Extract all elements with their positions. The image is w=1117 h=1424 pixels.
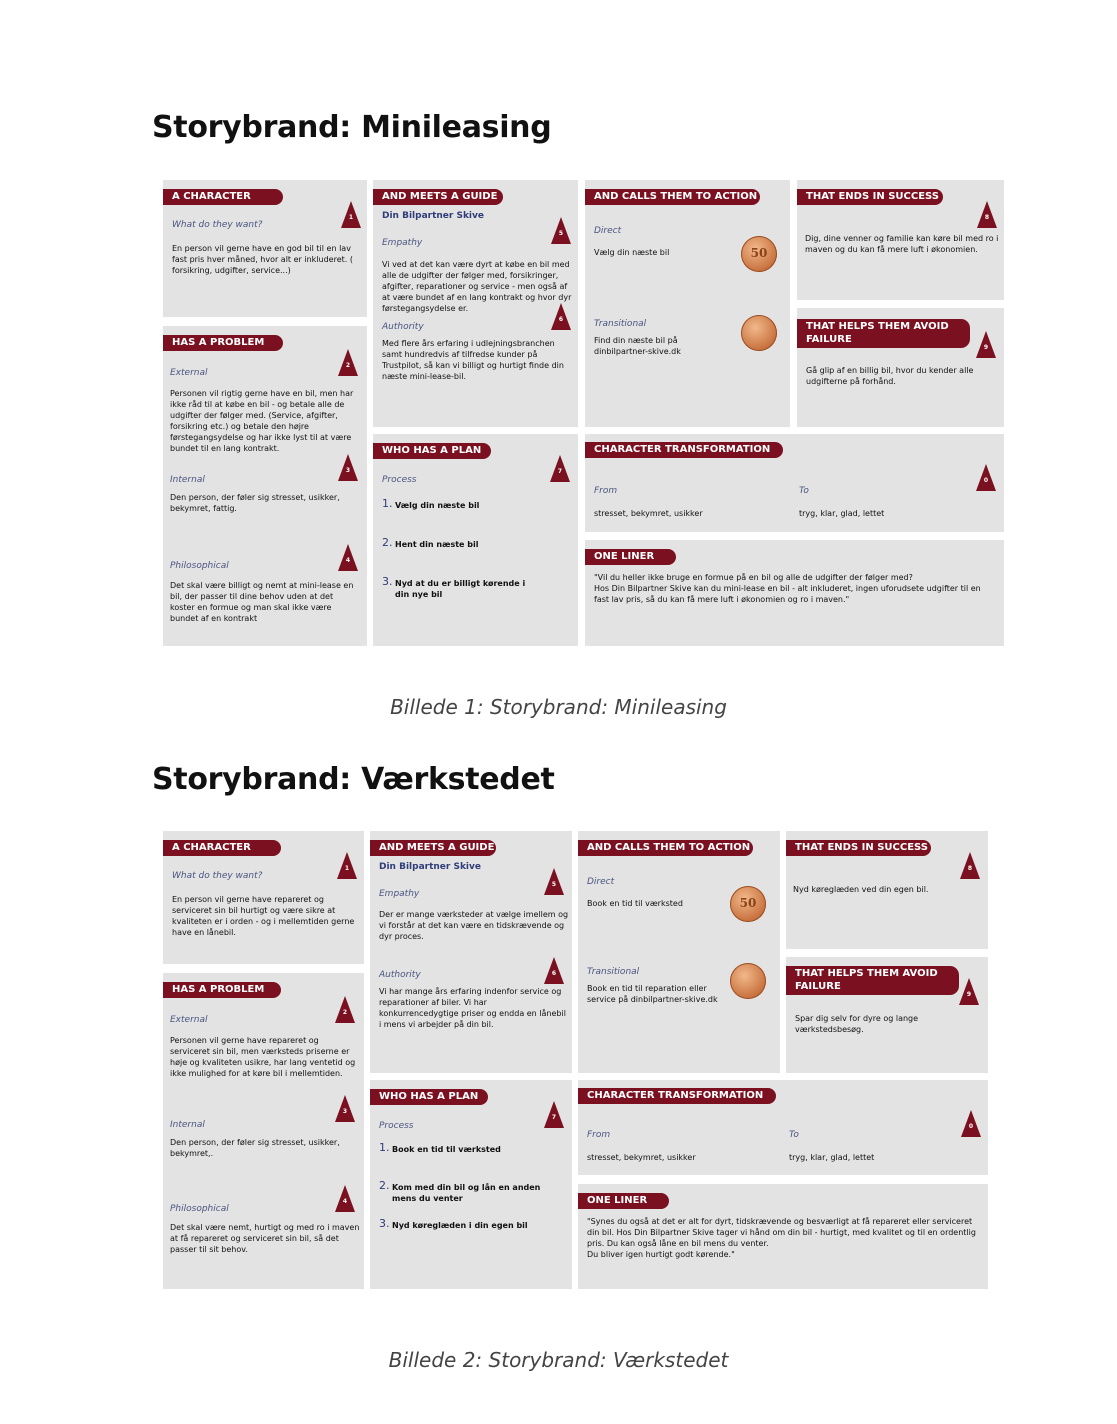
one-liner-panel [578,1184,988,1289]
external-label: External [170,1015,208,1025]
from-text: stresset, bekymret, usikker [587,1153,696,1162]
transformation-panel [585,434,1004,532]
internal-text: Den person, der føler sig stresset, usikker, bekymret,. [170,1138,340,1158]
philosophical-text: Det skal være nemt, hurtigt og med ro i maven at få repareret og serviceret sin bil, så det passer til sit behov. [170,1223,360,1254]
one-liner-text: "Synes du også at det er alt for dyrt, tidskrævende og besværligt at få repareret eller serviceret din bil. Hos Din Bilpartner Skive tager vi hånd om din bil - hurtigt, med kvalitet og til en ordentlig pris. Du kan også låne en bil mens du venter. Du bliver igen hurtigt godt kørende." [587,1217,976,1259]
success-panel [786,831,988,949]
triangle-marker-icon: 7 [544,1101,564,1128]
page-title: Storybrand: Minileasing [152,110,552,145]
triangle-marker-icon: 2 [335,996,355,1023]
triangle-marker-icon: 9 [959,978,979,1005]
coin-icon: 50 [730,886,766,922]
to-label: To [799,486,809,496]
external-text: Personen vil gerne have repareret og serviceret sin bil, men værksteds priserne er høje og kvaliteten usikre, har lang ventetid og ikke mulighed for at køre bil i mellemtiden. [170,1036,356,1078]
triangle-marker-icon: 9 [976,331,996,358]
triangle-marker-icon: 5 [544,868,564,895]
empathy-label: Empathy [379,889,420,899]
to-label: To [789,1130,799,1140]
avoid-failure-panel [797,308,1004,427]
authority-text: Med flere års erfaring i udlejningsbranchen samt hundredvis af tilfredse kunder på Trustpilot, så kan vi billigt og hurtigt finde din næste mini-lease-bil. [382,339,564,381]
internal-label: Internal [170,475,205,485]
transitional-label: Transitional [587,967,640,977]
empathy-text: Der er mange værksteder at vælge imellem og vi forstår at det kan være en tidskrævende og dyr proces. [379,910,569,941]
panel-header: HAS A PROBLEM [163,982,281,998]
panel-header: CHARACTER TRANSFORMATION [578,1088,776,1104]
to-text: tryg, klar, glad, lettet [789,1153,875,1162]
panel-header: THAT HELPS THEM AVOID FAILURE [797,319,970,348]
panel-header: CHARACTER TRANSFORMATION [585,442,783,458]
figure-caption: Billede 1: Storybrand: Minileasing [390,695,727,719]
direct-label: Direct [594,226,622,236]
plan-step: 3. Nyd køreglæden i din egen bil [379,1217,528,1230]
question-label: What do they want? [172,871,263,881]
philosophical-label: Philosophical [170,1204,229,1214]
figure-caption: Billede 2: Storybrand: Værkstedet [388,1348,729,1372]
authority-text: Vi har mange års erfaring indenfor service og reparationer af biler. Vi har konkurrencedygtige priser og endda en lånebil i mens vi arbejder på din bil. [379,987,566,1029]
triangle-marker-icon: 6 [551,303,571,330]
panel-header: ONE LINER [585,549,676,565]
triangle-marker-icon: 2 [338,349,358,376]
guide-panel [373,180,578,427]
triangle-marker-icon: 4 [335,1185,355,1212]
direct-label: Direct [587,877,615,887]
one-liner-panel [585,540,1004,646]
success-text: Dig, dine venner og familie kan køre bil med ro i maven og du kan få mere luft i økonomien. [805,234,999,254]
triangle-marker-icon: 4 [338,544,358,571]
plan-step: 3. Nyd at du er billigt kørende i din nye bil [382,575,526,599]
authority-label: Authority [379,970,421,980]
triangle-marker-icon: 1 [341,201,361,228]
panel-header: AND CALLS THEM TO ACTION [578,840,753,856]
success-text: Nyd køreglæden ved din egen bil. [793,885,929,894]
transitional-label: Transitional [594,319,647,329]
philosophical-label: Philosophical [170,561,229,571]
triangle-marker-icon: 8 [977,201,997,228]
panel-header: THAT HELPS THEM AVOID FAILURE [786,966,959,995]
triangle-marker-icon: 7 [550,455,570,482]
coin-icon: 50 [741,236,777,272]
transitional-text: Find din næste bil på dinbilpartner-skive.dk [594,336,681,356]
external-text: Personen vil rigtig gerne have en bil, men har ikke råd til at købe en bil - og betale alle de udgifter der følger med. (Service, afgifter, forsikring etc.) og betale den højre førstegangsydelse og har ikke lyst til at være bundet til en lang kontrakt. [170,389,354,453]
panel-header: AND MEETS A GUIDE [370,840,496,856]
panel-header: WHO HAS A PLAN [373,443,491,459]
call-to-action-panel [585,180,790,427]
guide-panel [370,831,572,1073]
internal-text: Den person, der føler sig stresset, usikker, bekymret, fattig. [170,493,340,513]
panel-header: AND MEETS A GUIDE [373,189,503,205]
character-text: En person vil gerne have en god bil til en lav fast pris hver måned, hvor alt er inkluderet. ( forsikring, udgifter, service...) [172,244,353,275]
failure-text: Gå glip af en billig bil, hvor du kender alle udgifterne på forhånd. [806,366,974,386]
plan-step: 1. Book en tid til værksted [379,1141,501,1154]
internal-label: Internal [170,1120,205,1130]
panel-header: A CHARACTER [163,840,281,856]
transitional-text: Book en tid til reparation eller service på dinbilpartner-skive.dk [587,984,718,1004]
triangle-marker-icon: 5 [551,217,571,244]
plan-step: 2. Kom med din bil og lån en anden mens du venter [379,1179,541,1203]
triangle-marker-icon: 1 [337,852,357,879]
call-to-action-panel [578,831,780,1073]
triangle-marker-icon: 3 [335,1095,355,1122]
authority-label: Authority [382,322,424,332]
triangle-marker-icon: 3 [338,454,358,481]
from-text: stresset, bekymret, usikker [594,509,703,518]
philosophical-text: Det skal være billigt og nemt at mini-lease en bil, der passer til dine behov uden at det koster en formue og man skal ikke være bundet af en kontrakt [170,581,354,623]
direct-text: Vælg din næste bil [594,248,670,257]
problem-panel [163,326,367,646]
empathy-label: Empathy [382,238,423,248]
direct-text: Book en tid til værksted [587,899,683,908]
panel-header: WHO HAS A PLAN [370,1089,488,1105]
triangle-marker-icon: 8 [960,852,980,879]
failure-text: Spar dig selv for dyre og lange værkstedsbesøg. [795,1014,919,1034]
coin-icon [741,315,777,351]
panel-header: THAT ENDS IN SUCCESS [786,840,931,856]
question-label: What do they want? [172,220,263,230]
character-text: En person vil gerne have repareret og serviceret sin bil hurtigt og være sikre at kvaliteten er i orden - og i mellemtiden gerne have en lånebil. [172,895,355,937]
plan-panel [373,434,578,646]
page-title: Storybrand: Værkstedet [152,762,555,797]
success-panel [797,180,1004,300]
panel-header: HAS A PROBLEM [163,335,283,351]
panel-header: A CHARACTER [163,189,283,205]
character-panel [163,180,367,317]
transformation-panel [578,1080,988,1175]
triangle-marker-icon: 6 [544,957,564,984]
empathy-text: Vi ved at det kan være dyrt at købe en bil med alle de udgifter der følger med, forsikringer, afgifter, reparationer og service - men også af at være bundet af en lang kontrakt og hvor dyr førstegangsydelse er. [382,260,572,313]
process-label: Process [382,475,417,485]
external-label: External [170,368,208,378]
from-label: From [587,1130,611,1140]
guide-name: Din Bilpartner Skive [382,211,484,221]
character-panel [163,831,364,964]
plan-step: 2. Hent din næste bil [382,536,479,549]
from-label: From [594,486,618,496]
panel-header: THAT ENDS IN SUCCESS [797,189,943,205]
plan-step: 1. Vælg din næste bil [382,497,480,510]
plan-panel [370,1080,572,1289]
to-text: tryg, klar, glad, lettet [799,509,885,518]
triangle-marker-icon: 0 [976,464,996,491]
process-label: Process [379,1121,414,1131]
panel-header: AND CALLS THEM TO ACTION [585,189,760,205]
avoid-failure-panel [786,957,988,1073]
coin-icon [730,963,766,999]
triangle-marker-icon: 0 [961,1110,981,1137]
guide-name: Din Bilpartner Skive [379,862,481,872]
panel-header: ONE LINER [578,1193,669,1209]
problem-panel [163,973,364,1289]
one-liner-text: "Vil du heller ikke bruge en formue på en bil og alle de udgifter der følger med? Hos Din Bilpartner Skive kan du mini-lease en bil - alt inkluderet, ingen uforudsete udgifter til en fast lav pris, så du kan få mere luft i økonomien og ro i maven." [594,573,981,604]
